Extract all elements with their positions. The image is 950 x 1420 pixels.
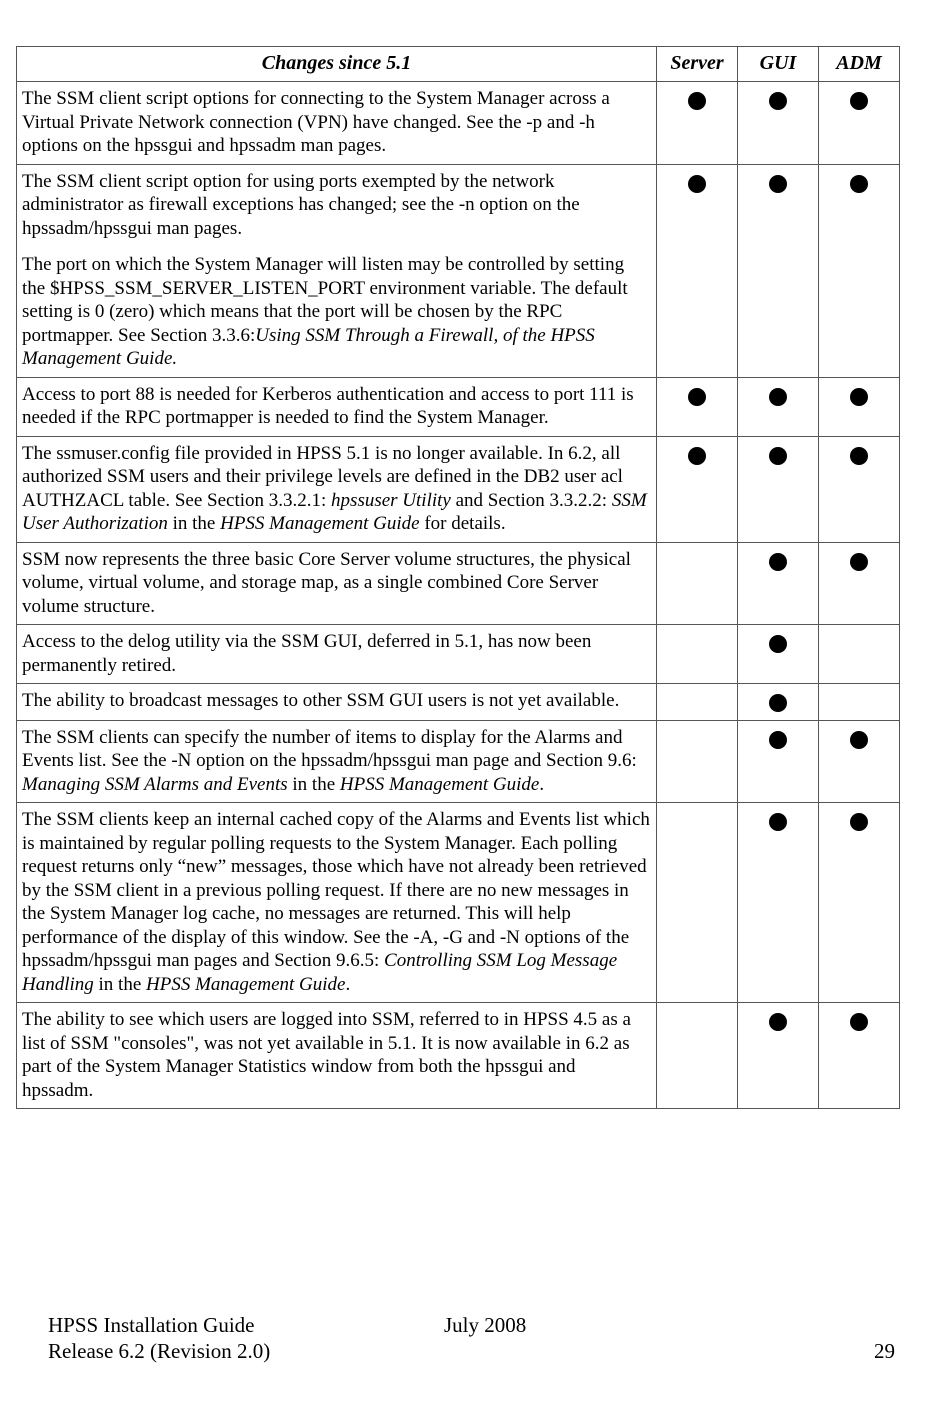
footer-release: Release 6.2 (Revision 2.0) <box>48 1339 271 1363</box>
description-paragraph <box>22 87 650 158</box>
gui-applies-cell <box>738 684 819 721</box>
description-text: Access to the delog utility via the SSM GUI, deferred in 5.1, has now been permanently retired. <box>22 631 592 676</box>
changes-column-header: Changes since 5.1 <box>17 47 657 82</box>
changes-table <box>16 46 900 1109</box>
description-text: . <box>345 973 351 995</box>
filled-circle-icon <box>769 813 787 831</box>
change-description <box>17 625 657 684</box>
server-applies-cell <box>657 1003 738 1109</box>
gui-applies-cell <box>738 377 819 436</box>
server-applies-cell <box>657 720 738 803</box>
footer-date: July 2008 <box>444 1313 527 1337</box>
change-description <box>17 377 657 436</box>
description-text: . <box>539 773 545 795</box>
table-row <box>17 720 900 803</box>
gui-applies-cell <box>738 436 819 542</box>
server-applies-cell <box>657 377 738 436</box>
filled-circle-icon <box>850 92 868 110</box>
table-row <box>17 82 900 165</box>
gui-applies-cell <box>738 720 819 803</box>
change-description <box>17 720 657 803</box>
footer-document-title: HPSS Installation Guide <box>48 1313 255 1337</box>
filled-circle-icon <box>850 388 868 406</box>
gui-applies-cell <box>738 164 819 377</box>
gui-applies-cell <box>738 803 819 1003</box>
filled-circle-icon <box>688 447 706 465</box>
description-paragraph <box>22 689 650 713</box>
adm-applies-cell <box>819 377 900 436</box>
server-applies-cell <box>657 625 738 684</box>
table-row <box>17 1003 900 1109</box>
adm-applies-cell <box>819 625 900 684</box>
filled-circle-icon <box>769 731 787 749</box>
italic-reference: Managing SSM Alarms and Events <box>22 773 288 795</box>
adm-applies-cell <box>819 82 900 165</box>
description-paragraph <box>22 1008 650 1102</box>
page-number: 29 <box>874 1339 895 1363</box>
filled-circle-icon <box>688 92 706 110</box>
description-paragraph <box>22 383 650 430</box>
server-applies-cell <box>657 82 738 165</box>
italic-reference: SSM User Authorization <box>22 489 647 534</box>
change-description <box>17 803 657 1003</box>
server-applies-cell <box>657 803 738 1003</box>
gui-column-header: GUI <box>738 47 819 82</box>
filled-circle-icon <box>769 388 787 406</box>
description-paragraph <box>22 630 650 677</box>
table-row <box>17 684 900 721</box>
italic-reference: Using SSM Through a Firewall, of the HPSS Management Guide. <box>22 324 595 369</box>
gui-applies-cell <box>738 625 819 684</box>
description-text: The ability to broadcast messages to other SSM GUI users is not yet available. <box>22 690 620 711</box>
adm-applies-cell <box>819 542 900 625</box>
filled-circle-icon <box>769 175 787 193</box>
description-text: The ssmuser.config file provided in HPSS 5.1 is no longer available. In 6.2, all authorized SSM users and their privilege levels are defined in the DB2 user acl AUTHZACL table. See Section 3.3.2.1: <box>22 442 623 511</box>
filled-circle-icon <box>769 553 787 571</box>
filled-circle-icon <box>850 731 868 749</box>
filled-circle-icon <box>850 553 868 571</box>
gui-applies-cell <box>738 542 819 625</box>
description-paragraph <box>22 726 650 797</box>
filled-circle-icon <box>850 447 868 465</box>
filled-circle-icon <box>769 635 787 653</box>
description-paragraph <box>22 548 650 619</box>
description-text: The SSM client script options for connecting to the System Manager across a Virtual Private Network connection (VPN) have changed. See the -p and -h options on the hpssgui and hpssadm man pages. <box>22 88 610 156</box>
filled-circle-icon <box>850 175 868 193</box>
italic-reference: HPSS Management Guide <box>220 513 420 534</box>
table-row <box>17 803 900 1003</box>
change-description <box>17 436 657 542</box>
description-paragraph <box>22 170 650 241</box>
gui-applies-cell <box>738 1003 819 1109</box>
changes-table-body <box>17 82 900 1109</box>
description-paragraph <box>22 808 650 996</box>
change-description <box>17 164 657 377</box>
server-applies-cell <box>657 684 738 721</box>
filled-circle-icon <box>769 1013 787 1031</box>
table-row <box>17 377 900 436</box>
filled-circle-icon <box>688 388 706 406</box>
description-paragraph <box>22 253 650 371</box>
adm-applies-cell <box>819 720 900 803</box>
table-row <box>17 164 900 377</box>
adm-applies-cell <box>819 164 900 377</box>
italic-reference: HPSS Management Guide <box>146 973 346 995</box>
gui-applies-cell <box>738 82 819 165</box>
italic-reference: Controlling SSM Log Message Handling <box>22 950 618 995</box>
description-text: The SSM clients keep an internal cached copy of the Alarms and Events list which is maintained by regular polling requests to the System Manager. Each polling request returns only “new” messages, those which have not already been retrieved by the SSM client in a previous polling request. If there are no new messages in the System Manager log cache, no messages are returned. This will help performance of the display of this window. See the -A, -G and -N options of the hpssadm/hpssgui man pages and Section 9.6.5: <box>22 809 650 971</box>
description-text: in the <box>287 773 340 795</box>
adm-applies-cell <box>819 436 900 542</box>
table-row <box>17 625 900 684</box>
change-description <box>17 1003 657 1109</box>
adm-column-header: ADM <box>819 47 900 82</box>
description-text: The SSM client script option for using ports exempted by the network administrator as firewall exceptions has changed; see the -n option on the hpssadm/hpssgui man pages. <box>22 170 580 239</box>
change-description <box>17 542 657 625</box>
filled-circle-icon <box>769 447 787 465</box>
change-description <box>17 684 657 721</box>
table-header-row <box>17 47 900 82</box>
filled-circle-icon <box>688 175 706 193</box>
adm-applies-cell <box>819 684 900 721</box>
server-applies-cell <box>657 164 738 377</box>
description-text: and Section 3.3.2.2: <box>450 489 612 511</box>
italic-reference: HPSS Management Guide <box>339 773 540 795</box>
server-applies-cell <box>657 436 738 542</box>
italic-reference: hpssuser Utility <box>331 489 451 511</box>
server-applies-cell <box>657 542 738 625</box>
table-row <box>17 542 900 625</box>
description-text: The ability to see which users are logged into SSM, referred to in HPSS 4.5 as a list of SSM "consoles", was not yet available in 5.1. It is now available in 6.2 as part of the System Manager Statistics window from both the hpssgui and hpssadm. <box>22 1009 631 1101</box>
description-text: in the <box>93 973 147 995</box>
description-text: The port on which the System Manager will listen may be controlled by setting the $HPSS_SSM_SERVER_LISTEN_PORT environment variable. The default setting is 0 (zero) which means that the port will be chosen by the RPC portmapper. See Section 3.3.6: <box>22 254 628 346</box>
filled-circle-icon <box>769 92 787 110</box>
description-paragraph <box>22 442 650 536</box>
description-text: Access to port 88 is needed for Kerberos authentication and access to port 111 is needed if the RPC portmapper is needed to find the System Manager. <box>22 383 634 428</box>
filled-circle-icon <box>769 694 787 712</box>
server-column-header: Server <box>657 47 738 82</box>
description-text: The SSM clients can specify the number of items to display for the Alarms and Events list. See the -N option on the hpssadm/hpssgui man page and Section 9.6: <box>22 726 637 771</box>
change-description <box>17 82 657 165</box>
filled-circle-icon <box>850 813 868 831</box>
filled-circle-icon <box>850 1013 868 1031</box>
description-text: in the <box>167 513 221 534</box>
adm-applies-cell <box>819 803 900 1003</box>
table-row <box>17 436 900 542</box>
adm-applies-cell <box>819 1003 900 1109</box>
description-text: SSM now represents the three basic Core Server volume structures, the physical volume, virtual volume, and storage map, as a single combined Core Server volume structure. <box>22 548 631 617</box>
description-text: for details. <box>419 513 506 534</box>
